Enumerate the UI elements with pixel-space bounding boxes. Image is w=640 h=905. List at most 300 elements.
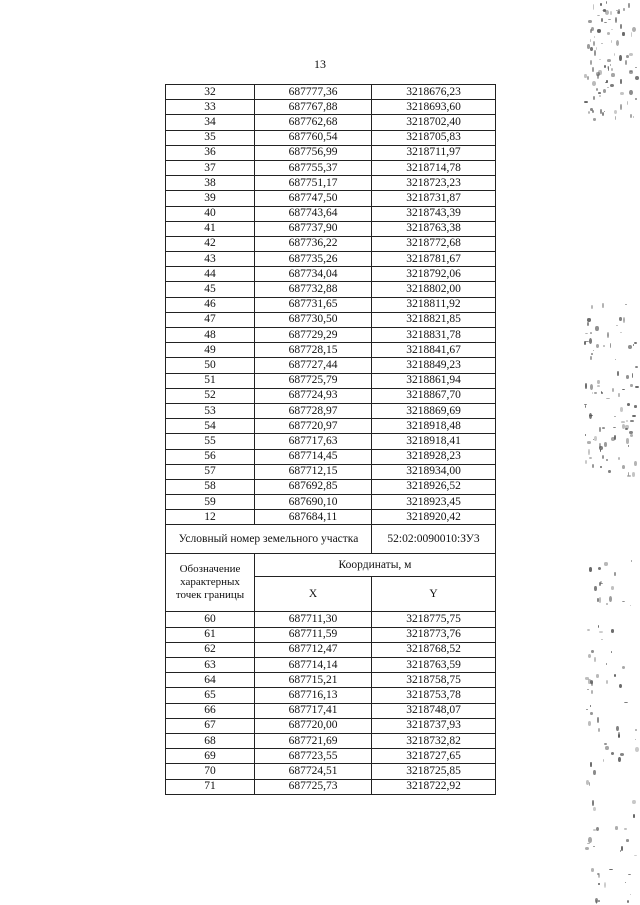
scan-speck — [617, 371, 619, 376]
table-row — [166, 176, 496, 191]
point-number-cell: 68 — [166, 733, 255, 748]
x-coordinate-cell: 687711,30 — [255, 612, 372, 627]
scan-speck — [594, 436, 597, 442]
scan-speck — [616, 726, 619, 732]
y-coordinate-cell: 3218773,76 — [372, 627, 496, 642]
scan-speck — [611, 752, 614, 755]
scan-speck — [630, 605, 632, 606]
x-coordinate-cell: 687720,00 — [255, 718, 372, 733]
scan-speck — [608, 470, 610, 473]
table-row — [166, 479, 496, 494]
scan-speck — [589, 457, 592, 459]
scan-speck — [624, 702, 627, 703]
scan-speck — [596, 344, 599, 348]
scan-speck — [635, 366, 638, 368]
scan-speck — [621, 846, 624, 851]
scan-speck — [585, 460, 587, 464]
table-row — [166, 703, 496, 718]
y-coordinate-cell: 3218743,39 — [372, 206, 496, 221]
scan-speck — [634, 461, 637, 466]
scan-speck — [592, 800, 594, 806]
table-row — [166, 373, 496, 388]
scan-speck — [602, 427, 605, 429]
y-coordinate-cell: 3218731,87 — [372, 191, 496, 206]
point-number-cell: 50 — [166, 358, 255, 373]
scan-speck — [624, 828, 627, 830]
table-row — [166, 764, 496, 779]
point-number-cell: 59 — [166, 495, 255, 510]
scan-speck — [585, 405, 586, 408]
scan-speck — [632, 800, 636, 805]
scan-speck — [606, 398, 610, 399]
scan-speck — [629, 431, 632, 434]
point-number-cell: 55 — [166, 434, 255, 449]
point-number-cell: 35 — [166, 130, 255, 145]
scan-speck — [635, 386, 638, 388]
scan-speck — [634, 342, 637, 344]
y-coordinate-cell: 3218711,97 — [372, 145, 496, 160]
x-coordinate-cell: 687730,50 — [255, 312, 372, 327]
table-row — [166, 733, 496, 748]
point-number-cell: 34 — [166, 115, 255, 130]
point-number-cell: 44 — [166, 267, 255, 282]
scan-speck — [590, 384, 593, 390]
scan-speck — [618, 393, 619, 396]
scan-speck — [630, 894, 631, 895]
scan-speck — [600, 3, 602, 7]
scan-speck — [631, 560, 632, 562]
x-coordinate-cell: 687767,88 — [255, 100, 372, 115]
table-row — [166, 779, 496, 794]
scan-speck — [599, 427, 601, 432]
scan-speck — [618, 734, 619, 737]
scan-speck — [609, 596, 612, 602]
scan-speck — [587, 76, 589, 80]
table-row — [166, 115, 496, 130]
scan-speck — [593, 807, 596, 812]
scan-speck — [591, 690, 594, 694]
scan-speck — [599, 95, 601, 97]
scan-speck — [601, 639, 602, 641]
scan-speck — [596, 674, 599, 677]
scan-speck — [600, 466, 602, 468]
scan-speck — [599, 59, 601, 60]
x-coordinate-cell: 687711,59 — [255, 627, 372, 642]
scan-speck — [584, 74, 586, 77]
y-coordinate-cell: 3218705,83 — [372, 130, 496, 145]
point-number-cell: 47 — [166, 312, 255, 327]
point-number-cell: 43 — [166, 252, 255, 267]
scan-speck — [626, 839, 629, 841]
point-number-cell: 64 — [166, 673, 255, 688]
scan-speck — [635, 67, 637, 68]
y-coordinate-cell: 3218758,75 — [372, 673, 496, 688]
scan-speck — [616, 325, 619, 326]
scan-speck — [607, 32, 611, 35]
scan-speck — [592, 464, 595, 468]
scan-speck — [585, 383, 588, 389]
scan-speck — [632, 415, 635, 417]
scan-speck — [590, 705, 591, 707]
scan-speck — [590, 60, 592, 65]
page-number: 13 — [314, 57, 326, 71]
scan-speck — [619, 684, 622, 688]
point-number-cell: 42 — [166, 236, 255, 251]
table-row — [166, 688, 496, 703]
y-coordinate-cell: 3218802,00 — [372, 282, 496, 297]
scan-speck — [593, 96, 595, 101]
scan-speck — [590, 39, 591, 42]
scan-speck — [610, 64, 611, 66]
scan-speck — [620, 407, 624, 412]
table-row — [166, 312, 496, 327]
scan-speck — [606, 80, 607, 83]
scan-speck — [628, 3, 629, 8]
scan-speck — [597, 74, 599, 79]
scan-speck — [620, 104, 622, 110]
x-coordinate-cell: 687714,45 — [255, 449, 372, 464]
scan-speck — [584, 341, 586, 345]
scan-edge-artifacts — [576, 0, 640, 905]
scan-speck — [594, 36, 595, 37]
scan-speck — [596, 827, 599, 831]
scan-speck — [587, 689, 589, 690]
scan-speck — [591, 681, 593, 686]
scan-speck — [598, 70, 601, 75]
table-row — [166, 145, 496, 160]
y-coordinate-cell: 3218722,92 — [372, 779, 496, 794]
x-coordinate-cell: 687725,73 — [255, 779, 372, 794]
scan-speck — [615, 826, 619, 830]
table-row — [166, 642, 496, 657]
scan-speck — [586, 709, 588, 710]
table-row — [166, 191, 496, 206]
x-coordinate-cell: 687724,51 — [255, 764, 372, 779]
scan-speck — [589, 782, 591, 786]
x-coordinate-cell: 687729,29 — [255, 328, 372, 343]
x-coordinate-cell: 687724,93 — [255, 388, 372, 403]
scan-speck — [592, 110, 594, 113]
y-coordinate-cell: 3218727,65 — [372, 749, 496, 764]
scan-speck — [614, 110, 618, 115]
scan-speck — [634, 405, 638, 408]
scan-speck — [633, 116, 635, 117]
scan-speck — [599, 446, 602, 450]
scan-speck — [598, 728, 600, 732]
scan-speck — [603, 89, 607, 93]
scan-speck — [588, 679, 590, 683]
scan-speck — [593, 350, 594, 352]
scan-speck — [633, 814, 636, 818]
scan-speck — [622, 666, 625, 669]
scan-speck — [585, 847, 589, 850]
scan-speck — [598, 625, 599, 628]
table-row — [166, 612, 496, 627]
scan-speck — [603, 759, 604, 762]
scan-speck — [611, 437, 615, 441]
table-row — [166, 627, 496, 642]
table-row — [166, 434, 496, 449]
table-row — [166, 658, 496, 673]
table-row — [166, 328, 496, 343]
y-coordinate-cell: 3218714,78 — [372, 160, 496, 175]
scan-speck — [635, 729, 637, 731]
scan-speck — [623, 317, 625, 323]
scan-speck — [606, 603, 608, 606]
table-row — [166, 449, 496, 464]
scan-speck — [611, 40, 613, 43]
x-coordinate-cell: 687734,04 — [255, 267, 372, 282]
scan-speck — [620, 79, 621, 84]
scan-speck — [591, 27, 594, 31]
scan-speck — [629, 90, 633, 96]
scan-speck — [622, 389, 625, 391]
x-coordinate-cell: 687721,69 — [255, 733, 372, 748]
scan-speck — [589, 413, 592, 419]
scan-speck — [591, 353, 593, 355]
scan-speck — [593, 4, 595, 9]
table-row — [166, 100, 496, 115]
point-number-cell: 12 — [166, 510, 255, 525]
y-coordinate-cell: 3218926,52 — [372, 479, 496, 494]
scan-speck — [625, 882, 626, 884]
scan-speck — [607, 332, 609, 338]
scan-speck — [617, 11, 620, 14]
x-coordinate-cell: 687743,64 — [255, 206, 372, 221]
scan-speck — [607, 87, 609, 88]
scan-speck — [587, 318, 591, 321]
coordinates-table — [165, 84, 496, 795]
scan-speck — [591, 650, 594, 654]
scan-speck — [594, 657, 596, 663]
scan-speck — [614, 674, 616, 677]
scan-speck — [597, 380, 599, 384]
scan-speck — [626, 420, 627, 422]
scan-speck — [591, 868, 594, 872]
scan-speck — [589, 567, 593, 572]
scan-speck — [620, 24, 622, 29]
x-coordinate-cell: 687717,41 — [255, 703, 372, 718]
scan-speck — [620, 92, 623, 95]
scan-speck — [622, 465, 626, 469]
x-coordinate-cell: 687760,54 — [255, 130, 372, 145]
scan-speck — [613, 427, 615, 428]
scan-speck — [588, 20, 592, 24]
point-number-cell: 52 — [166, 388, 255, 403]
table-row — [166, 419, 496, 434]
scan-speck — [616, 40, 619, 46]
table-row — [166, 464, 496, 479]
scan-speck — [604, 882, 606, 888]
scan-speck — [611, 29, 613, 30]
x-coordinate-cell: 687762,68 — [255, 115, 372, 130]
scan-speck — [627, 403, 631, 406]
point-number-cell: 63 — [166, 658, 255, 673]
scan-speck — [594, 586, 596, 591]
y-coordinate-cell: 3218841,67 — [372, 343, 496, 358]
point-number-cell: 45 — [166, 282, 255, 297]
scan-speck — [626, 55, 628, 58]
y-coordinate-cell: 3218811,92 — [372, 297, 496, 312]
y-coordinate-cell: 3218867,70 — [372, 388, 496, 403]
scan-speck — [593, 118, 596, 120]
scan-speck — [598, 567, 601, 570]
scan-speck — [609, 869, 613, 871]
scan-speck — [590, 47, 593, 51]
x-coordinate-cell: 687692,85 — [255, 479, 372, 494]
scan-speck — [603, 345, 605, 347]
parcel-label: Условный номер земельного участка — [166, 525, 372, 554]
scan-speck — [591, 305, 593, 309]
table-row — [166, 673, 496, 688]
scan-speck — [588, 837, 591, 843]
table-row — [166, 297, 496, 312]
scan-speck — [594, 392, 598, 394]
x-coordinate-cell: 687728,97 — [255, 403, 372, 418]
scan-speck — [605, 10, 609, 15]
scan-speck — [585, 434, 586, 436]
y-coordinate-cell: 3218772,68 — [372, 236, 496, 251]
scan-speck — [606, 1, 607, 4]
scan-speck — [619, 55, 621, 61]
y-coordinate-cell: 3218725,85 — [372, 764, 496, 779]
scan-speck — [598, 92, 601, 94]
y-coordinate-cell: 3218923,45 — [372, 495, 496, 510]
point-number-cell: 69 — [166, 749, 255, 764]
table-row — [166, 388, 496, 403]
scan-speck — [604, 562, 608, 565]
scan-speck — [610, 343, 611, 348]
scan-speck — [635, 76, 639, 80]
scan-speck — [627, 900, 629, 903]
scan-speck — [585, 333, 588, 334]
scan-speck — [625, 60, 627, 65]
scan-speck — [608, 19, 611, 20]
y-coordinate-cell: 3218918,48 — [372, 419, 496, 434]
scan-speck — [610, 11, 613, 15]
scan-speck — [593, 439, 594, 440]
y-coordinate-cell: 3218775,75 — [372, 612, 496, 627]
table-row — [166, 236, 496, 251]
y-coordinate-cell: 3218723,23 — [372, 176, 496, 191]
scan-speck — [611, 651, 612, 653]
point-number-cell: 57 — [166, 464, 255, 479]
scan-speck — [593, 41, 595, 46]
scan-speck — [629, 53, 633, 56]
scan-speck — [598, 883, 600, 885]
scan-speck — [588, 654, 591, 658]
scan-speck — [606, 663, 608, 665]
scan-speck — [601, 392, 603, 394]
scan-speck — [595, 326, 598, 331]
scan-speck — [635, 739, 636, 740]
x-coordinate-cell: 687747,50 — [255, 191, 372, 206]
x-coordinate-cell: 687736,22 — [255, 236, 372, 251]
x-coordinate-cell: 687712,47 — [255, 642, 372, 657]
scan-speck — [602, 455, 604, 459]
x-coordinate-cell: 687755,37 — [255, 160, 372, 175]
point-number-cell: 33 — [166, 100, 255, 115]
point-number-cell: 54 — [166, 419, 255, 434]
point-number-cell: 71 — [166, 779, 255, 794]
scan-speck — [619, 317, 621, 321]
scan-speck — [590, 332, 592, 334]
point-header: Обозначение характерных точек границы — [166, 554, 255, 612]
scan-speck — [632, 373, 633, 378]
scan-speck — [590, 762, 591, 767]
x-coordinate-cell: 687720,97 — [255, 419, 372, 434]
y-coordinate-cell: 3218928,23 — [372, 449, 496, 464]
y-coordinate-cell: 3218849,23 — [372, 358, 496, 373]
scan-speck — [598, 900, 600, 902]
scan-speck — [600, 109, 602, 114]
scan-speck — [592, 67, 594, 71]
scan-speck — [604, 22, 607, 23]
coordinates-header: Координаты, м — [255, 554, 496, 577]
scan-speck — [611, 68, 613, 70]
x-coordinate-cell: 687715,21 — [255, 673, 372, 688]
x-coordinate-cell: 687690,10 — [255, 495, 372, 510]
scan-speck — [592, 392, 593, 394]
scan-speck — [601, 18, 603, 22]
scan-speck — [604, 442, 608, 447]
table-row — [166, 206, 496, 221]
x-coordinate-cell: 687756,99 — [255, 145, 372, 160]
table-row — [166, 252, 496, 267]
point-number-cell: 48 — [166, 328, 255, 343]
y-coordinate-cell: 3218753,78 — [372, 688, 496, 703]
scan-speck — [618, 757, 621, 762]
x-coordinate-cell: 687737,90 — [255, 221, 372, 236]
x-coordinate-cell: 687684,11 — [255, 510, 372, 525]
scan-speck — [611, 73, 614, 77]
scan-speck — [597, 29, 601, 33]
scan-speck — [596, 88, 598, 91]
y-coordinate-cell: 3218693,60 — [372, 100, 496, 115]
parcel-row — [166, 525, 496, 554]
coordinates-table-part-1 — [166, 85, 496, 525]
scan-speck — [611, 629, 615, 633]
point-number-cell: 70 — [166, 764, 255, 779]
scan-speck — [612, 388, 614, 392]
scan-speck — [588, 449, 589, 455]
scan-speck — [594, 50, 596, 56]
y-coordinate-cell: 3218934,00 — [372, 464, 496, 479]
parcel-block — [166, 525, 496, 612]
scan-speck — [632, 472, 635, 477]
scan-speck — [630, 384, 633, 388]
scan-speck — [593, 846, 595, 847]
scan-speck — [625, 304, 626, 305]
x-coordinate-cell: 687731,65 — [255, 297, 372, 312]
scan-speck — [588, 111, 590, 114]
scan-speck — [604, 65, 607, 68]
table-row — [166, 130, 496, 145]
y-coordinate-cell: 3218737,93 — [372, 718, 496, 733]
scan-speck — [606, 459, 608, 461]
scan-speck — [630, 420, 634, 423]
scan-speck — [620, 332, 622, 334]
x-coordinate-cell: 687712,15 — [255, 464, 372, 479]
scan-speck — [622, 601, 625, 602]
x-coordinate-cell: 687725,79 — [255, 373, 372, 388]
point-number-cell: 38 — [166, 176, 255, 191]
point-number-cell: 62 — [166, 642, 255, 657]
point-number-cell: 40 — [166, 206, 255, 221]
scan-speck — [607, 59, 611, 62]
scan-speck — [590, 356, 592, 360]
y-coordinate-cell: 3218702,40 — [372, 115, 496, 130]
